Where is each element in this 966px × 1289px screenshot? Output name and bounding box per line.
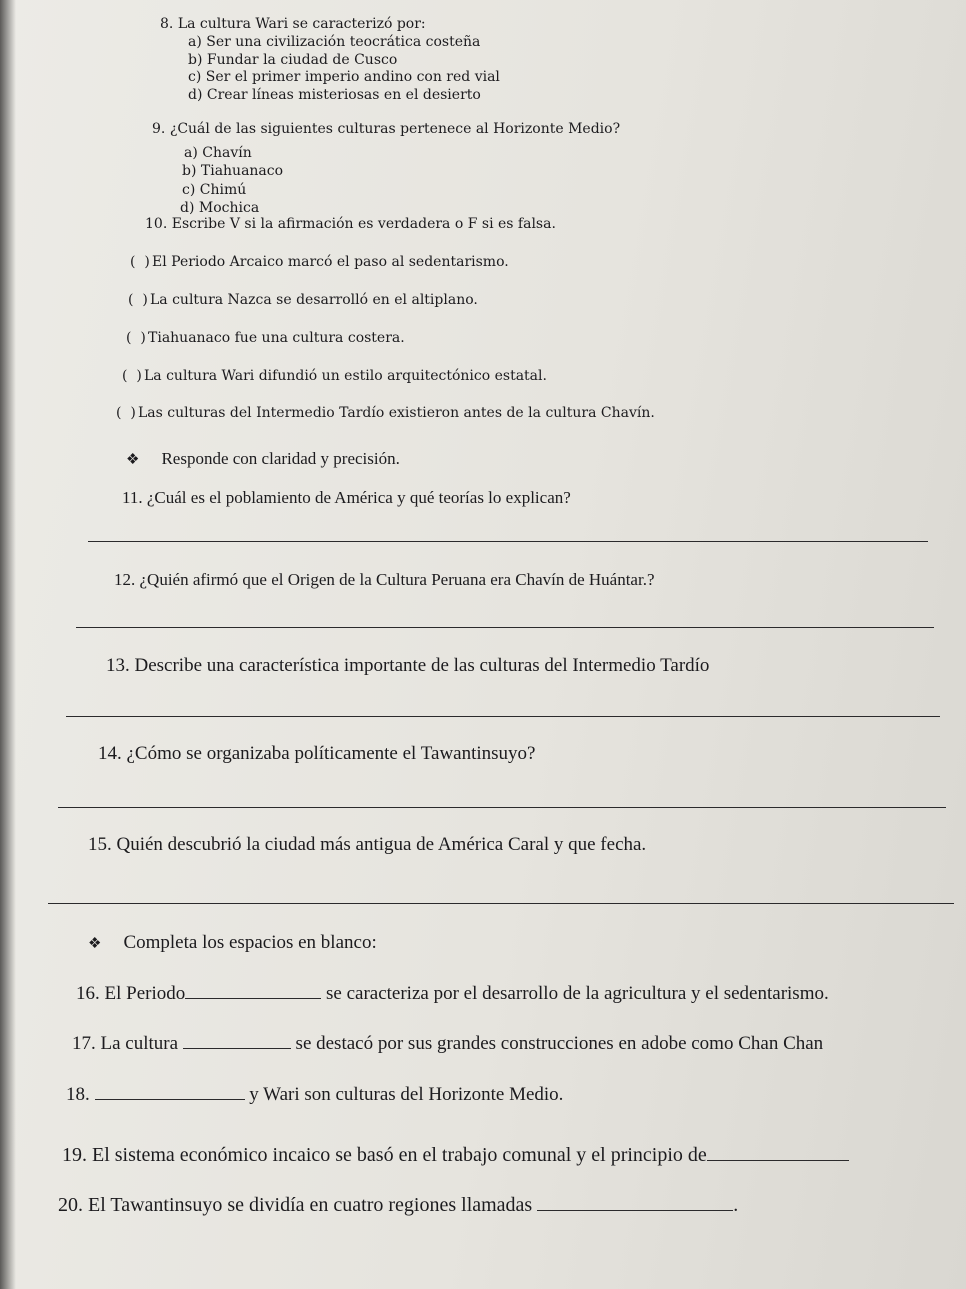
q9-option-c: c) Chimú [182,182,247,198]
q8-option-d: d) Crear líneas misteriosas en el desierto [188,87,481,103]
q8-option-b: b) Fundar la ciudad de Cusco [188,52,398,68]
q8-option-a: a) Ser una civilización teocrática costeña [188,34,481,50]
question-11: 11. ¿Cuál es el poblamiento de América y qué teorías lo explican? [122,488,571,507]
diamond-bullet-icon: ❖ [126,452,140,468]
question-18: 18. y Wari son culturas del Horizonte Medio. [66,1084,564,1105]
page-edge-shadow [0,0,16,1289]
question-14: 14. ¿Cómo se organizaba políticamente el Tawantinsuyo? [98,743,536,764]
answer-line-12[interactable] [76,627,934,628]
question-9: 9. ¿Cuál de las siguientes culturas pertenece al Horizonte Medio? [152,121,621,137]
question-10: 10. Escribe V si la afirmación es verdadera o F si es falsa. [145,216,556,232]
blank-20[interactable] [537,1194,733,1211]
question-12: 12. ¿Quién afirmó que el Origen de la Cultura Peruana era Chavín de Huántar.? [114,570,655,589]
blank-19[interactable] [707,1144,849,1161]
q9-option-b: b) Tiahuanaco [182,163,284,179]
q9-option-a: a) Chavín [184,145,252,161]
question-17: 17. La cultura se destacó por sus grandes construcciones en adobe como Chan Chan [72,1033,824,1054]
diamond-bullet-icon: ❖ [88,936,102,952]
blank-18[interactable] [95,1083,245,1100]
tf-statement-3: ( ) Tiahuanaco fue una cultura costera. [126,330,405,346]
tf-statement-1: ( ) El Periodo Arcaico marcó el paso al sedentarismo. [130,254,509,270]
question-16: 16. El Periodo se caracteriza por el desarrollo de la agricultura y el sedentarismo. [76,983,829,1004]
answer-line-11[interactable] [88,541,928,542]
section-heading-completa: ❖ Completa los espacios en blanco: [88,932,377,953]
question-15: 15. Quién descubrió la ciudad más antigua de América Caral y que fecha. [88,834,647,855]
tf-statement-2: ( ) La cultura Nazca se desarrolló en el altiplano. [128,292,478,308]
question-13: 13. Describe una característica importante de las culturas del Intermedio Tardío [106,655,710,676]
answer-line-15[interactable] [48,903,954,904]
q8-option-c: c) Ser el primer imperio andino con red vial [188,69,500,85]
question-19: 19. El sistema económico incaico se basó en el trabajo comunal y el principio de [62,1144,849,1167]
answer-line-14[interactable] [58,807,946,808]
section-heading-responde: ❖ Responde con claridad y precisión. [126,449,400,468]
tf-statement-5: ( ) Las culturas del Intermedio Tardío existieron antes de la cultura Chavín. [116,405,655,421]
blank-17[interactable] [183,1032,291,1049]
question-8: 8. La cultura Wari se caracterizó por: [160,16,426,32]
q9-option-d: d) Mochica [180,200,260,216]
question-20: 20. El Tawantinsuyo se dividía en cuatro regiones llamadas . [58,1194,739,1216]
blank-16[interactable] [185,982,321,999]
answer-line-13[interactable] [66,716,940,717]
tf-statement-4: ( ) La cultura Wari difundió un estilo arquitectónico estatal. [122,368,547,384]
